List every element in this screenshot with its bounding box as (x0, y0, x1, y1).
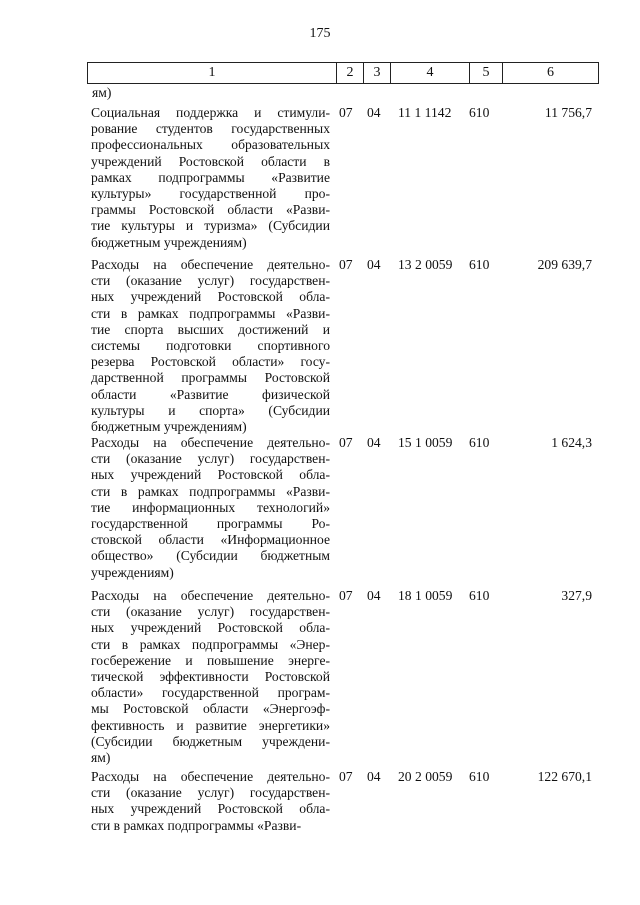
row-description-line: Расходы на обеспечение деятельно- (91, 769, 330, 784)
column-header-5: 5 (470, 63, 503, 84)
row-cell-c4: 15 1 0059 (398, 435, 453, 450)
row-cell-c4: 11 1 1142 (398, 105, 452, 120)
row-description-line: Социальная поддержка и стимули- (91, 105, 330, 120)
row-cell-c2: 07 (339, 769, 353, 784)
row-description-line: тической эффективности Ростовской (91, 669, 330, 685)
row-description (91, 257, 330, 435)
row-description-line: сти (оказание услуг) государствен- (91, 604, 330, 620)
row-cell-c3: 04 (367, 105, 381, 120)
row-description (91, 435, 330, 581)
row-description-line: сти в рамках подпрограммы «Разви- (91, 817, 302, 833)
row-cell-c4: 18 1 0059 (398, 588, 453, 603)
row-description-line: культуры» государственной про- (91, 186, 330, 202)
row-cell-c6: 327,9 (561, 588, 592, 603)
row-description-line: сти в рамках подпрограммы «Разви- (91, 305, 330, 321)
row-cell-c5: 610 (469, 588, 490, 603)
row-cell-c6: 11 756,7 (544, 105, 592, 120)
row-cell-c5: 610 (469, 105, 490, 120)
row-cell-c2: 07 (339, 588, 353, 603)
row-description-line: области «Развитие физической (91, 386, 330, 402)
page-number: 175 (309, 26, 331, 41)
row-description-line: учреждениям) (91, 564, 174, 580)
row-cell-c4: 13 2 0059 (398, 257, 453, 272)
column-header-3: 3 (364, 63, 391, 84)
row-description-line: Расходы на обеспечение деятельно- (91, 435, 330, 450)
row-description-line: тие спорта высших достижений и (91, 321, 330, 337)
row-cell-c3: 04 (367, 769, 381, 784)
column-header-1: 1 (88, 63, 337, 84)
row-description-line: Расходы на обеспечение деятельно- (91, 257, 330, 272)
row-cell-c6: 122 670,1 (537, 769, 592, 784)
row-description-line: рование студентов государственных (91, 121, 330, 137)
row-description-line: области» государственной програм- (91, 685, 330, 701)
row-description-line: учреждений Ростовской области в (91, 153, 330, 169)
row-description-line: сти (оказание услуг) государствен- (91, 785, 330, 801)
row-description (91, 588, 330, 766)
row-description-line: сти (оказание услуг) государствен- (91, 273, 330, 289)
row-description-line: ных учреждений Ростовской обла- (91, 467, 330, 483)
row-cell-c5: 610 (469, 435, 490, 450)
row-description-line: государственной программы Ро- (91, 516, 330, 532)
row-cell-c6: 1 624,3 (551, 435, 592, 450)
row-cell-c2: 07 (339, 257, 353, 272)
row-description (91, 769, 330, 834)
row-description-line: тие культуры и туризма» (Субсидии (91, 218, 330, 234)
row-description-line: бюджетным учреждениям) (91, 234, 247, 250)
row-description-line: сти в рамках подпрограммы «Разви- (91, 483, 330, 499)
row-description-line: ям) (91, 750, 111, 766)
row-description-line: (Субсидии бюджетным учреждени- (91, 733, 330, 749)
row-description-line: ных учреждений Ростовской обла- (91, 620, 330, 636)
row-description-line: мы Ростовской области «Энергоэф- (91, 701, 330, 717)
row-description-line: граммы Ростовской области «Разви- (91, 202, 330, 218)
carry-over-text: ям) (92, 85, 112, 100)
row-description-line: системы подготовки спортивного (91, 338, 330, 354)
row-description-line: резерва Ростовской области» госу- (91, 354, 330, 370)
row-description-line: Расходы на обеспечение деятельно- (91, 588, 330, 603)
row-description-line: бюджетным учреждениям) (91, 419, 247, 435)
row-description-line: госбережение и повышение энерге- (91, 652, 330, 668)
row-description-line: сти (оказание услуг) государствен- (91, 451, 330, 467)
row-description-line: культуры и спорта» (Субсидии (91, 402, 330, 418)
row-cell-c2: 07 (339, 435, 353, 450)
column-header-2: 2 (337, 63, 364, 84)
row-cell-c4: 20 2 0059 (398, 769, 453, 784)
row-description (91, 105, 330, 251)
row-description-line: общество» (Субсидии бюджетным (91, 548, 330, 564)
row-description-line: фективность и развитие энергетики» (91, 717, 330, 733)
row-description-line: ных учреждений Ростовской обла- (91, 289, 330, 305)
column-header-4: 4 (391, 63, 470, 84)
row-cell-c5: 610 (469, 769, 490, 784)
row-cell-c3: 04 (367, 257, 381, 272)
row-cell-c3: 04 (367, 588, 381, 603)
row-cell-c2: 07 (339, 105, 353, 120)
row-description-line: сти в рамках подпрограммы «Энер- (91, 636, 330, 652)
row-cell-c5: 610 (469, 257, 490, 272)
row-description-line: тие информационных технологий» (91, 499, 330, 515)
row-description-line: дарственной программы Ростовской (91, 370, 330, 386)
row-cell-c3: 04 (367, 435, 381, 450)
row-description-line: рамках подпрограммы «Развитие (91, 169, 330, 185)
column-header-table (87, 62, 599, 84)
row-cell-c6: 209 639,7 (537, 257, 592, 272)
row-description-line: стовской области «Информационное (91, 532, 330, 548)
row-description-line: ных учреждений Ростовской обла- (91, 801, 330, 817)
row-description-line: профессиональных образовательных (91, 137, 330, 153)
column-header-6: 6 (503, 63, 599, 84)
